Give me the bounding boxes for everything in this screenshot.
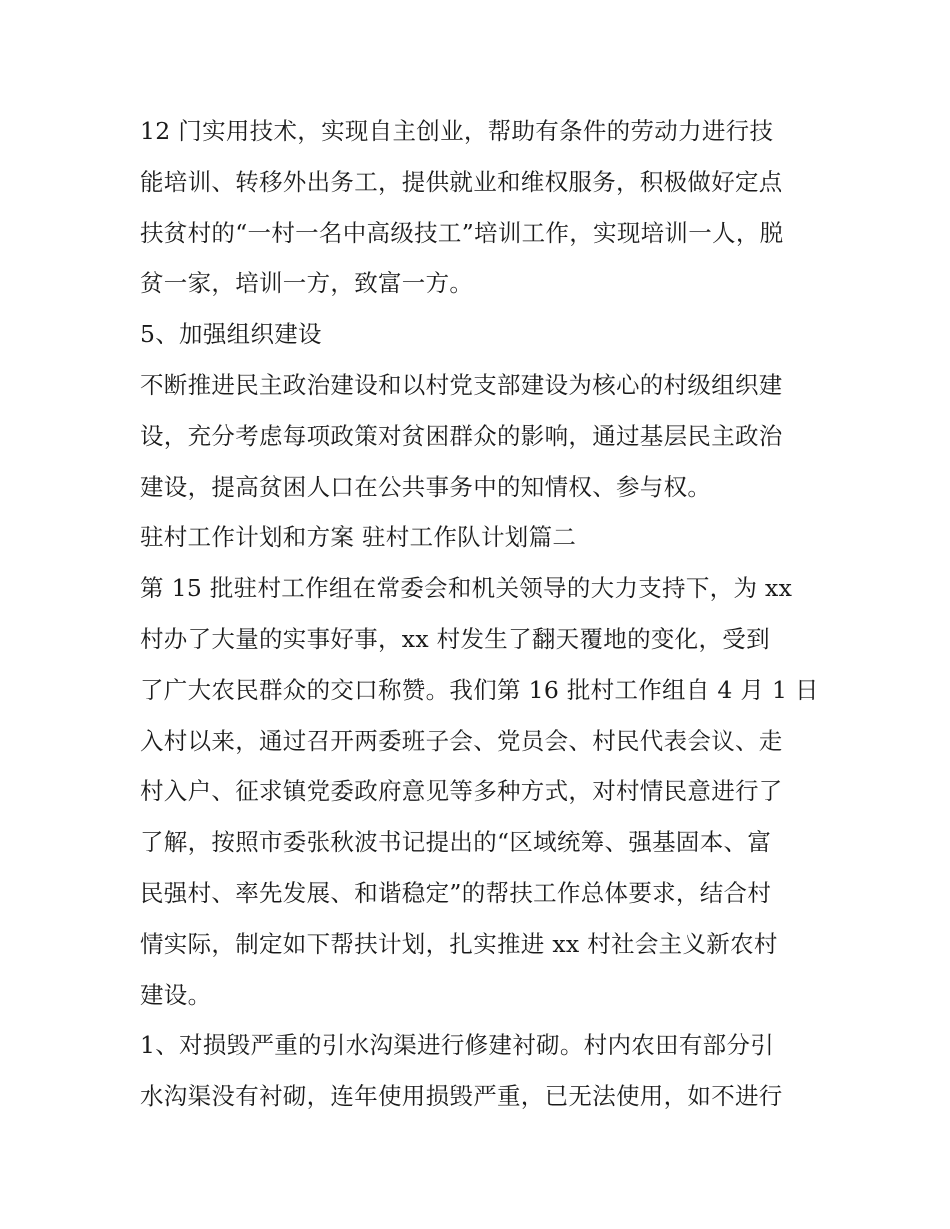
text-line: 建设。 [140,980,212,1009]
text-line: 贫一家，培训一方，致富一方。 [140,269,474,298]
numbered-item: 1、对损毁严重的引水沟渠进行修建衬砌。村内农田有部分引 [140,1031,775,1060]
text-line: 设，充分考虑每项政策对贫困群众的影响，通过基层民主政治 [140,421,783,450]
text-line: 村办了大量的实事好事，xx 村发生了翻天覆地的变化，受到 [140,624,770,653]
article-subtitle: 驻村工作计划和方案 驻村工作队计划篇二 [140,523,577,552]
text-line: 了广大农民群众的交口称赞。我们第 16 批村工作组自 4 月 1 日 [140,675,819,704]
text-line: 村入户、征求镇党委政府意见等多种方式，对村情民意进行了 [140,777,783,806]
text-line: 了解，按照市委张秋波书记提出的“区域统筹、强基固本、富 [140,828,772,857]
text-line: 不断推进民主政治建设和以村党支部建设为核心的村级组织建 [140,370,783,399]
text-line: 第 15 批驻村工作组在常委会和机关领导的大力支持下，为 xx [140,574,793,603]
text-line: 扶贫村的“一村一名中高级技工”培训工作，实现培训一人，脱 [140,218,784,247]
text-line: 民强村、率先发展、和谐稳定”的帮扶工作总体要求，结合村 [140,878,772,907]
text-line: 建设，提高贫困人口在公共事务中的知情权、参与权。 [140,472,712,501]
document-page [140,106,820,1122]
section-heading: 5、加强组织建设 [140,320,322,349]
text-line: 情实际，制定如下帮扶计划，扎实推进 xx 村社会主义新农村 [140,929,778,958]
text-line: 能培训、转移外出务工，提供就业和维权服务，积极做好定点 [140,167,783,196]
text-line: 12 门实用技术，实现自主创业，帮助有条件的劳动力进行技 [140,117,774,145]
text-line: 水沟渠没有衬砌，连年使用损毁严重，已无法使用，如不进行 [140,1082,783,1111]
text-line: 入村以来，通过召开两委班子会、党员会、村民代表会议、走 [140,726,783,755]
